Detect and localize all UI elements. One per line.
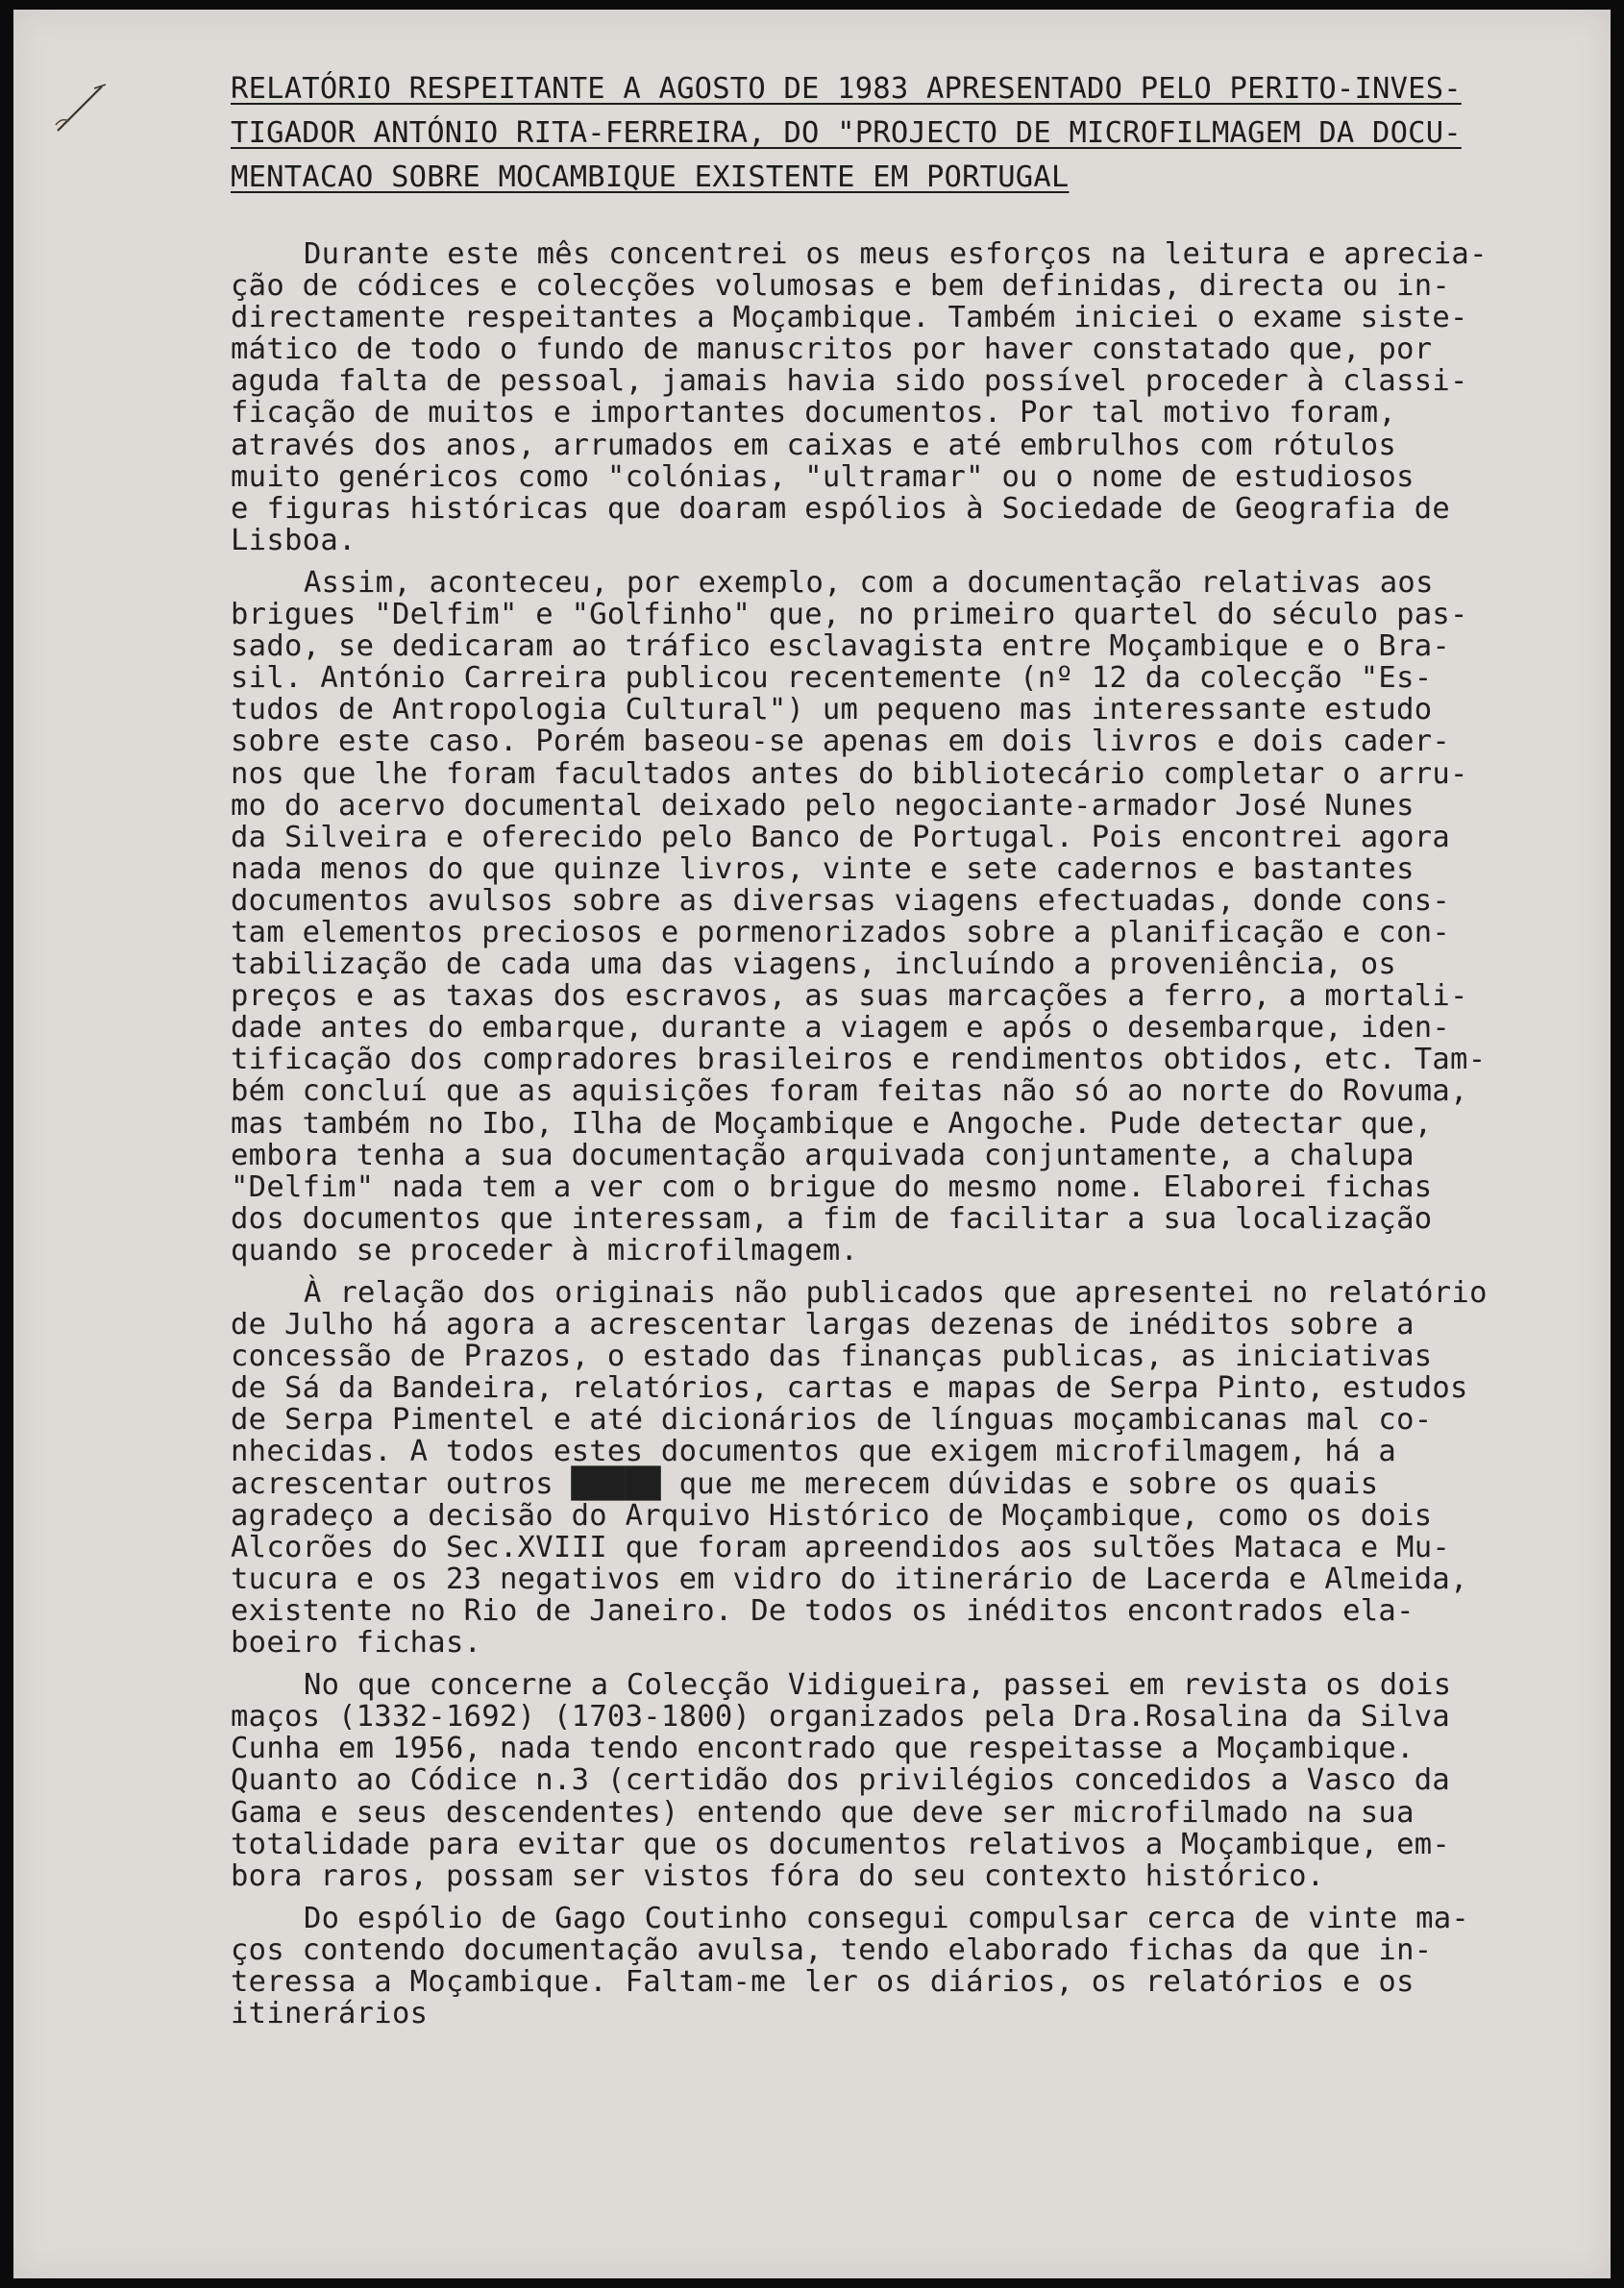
text-line: agradeço a decisão do Arquivo Histórico de Moçambique, como os dois (231, 1498, 1433, 1533)
text-line: sado, se dedicaram ao tráfico esclavagista entre Moçambique e o Bra- (231, 629, 1451, 664)
text-line: Cunha em 1956, nada tendo encontrado que respeitasse a Moçambique. (231, 1732, 1415, 1766)
text-line: directamente respeitantes a Moçambique. Também iniciei o exame siste- (231, 301, 1468, 335)
text-line: de Julho há agora a acrescentar largas dezenas de inéditos sobre a (231, 1308, 1415, 1342)
text-line: preços e as taxas dos escravos, as suas marcações a ferro, a mortali- (231, 979, 1468, 1014)
pencil-mark (52, 79, 110, 136)
text-line: brigues "Delfim" e "Golfinho" que, no primeiro quartel do século pas- (231, 598, 1468, 632)
text-line: de Serpa Pimentel e até dicionários de línguas moçambicanas mal co- (231, 1403, 1433, 1438)
heading-line: MENTACAO SOBRE MOCAMBIQUE EXISTENTE EM PORTUGAL (231, 160, 1070, 194)
text-line: bém concluí que as aquisições foram feitas não só ao norte do Rovuma, (231, 1074, 1468, 1109)
text-line: concessão de Prazos, o estado das finanças publicas, as iniciativas (231, 1340, 1433, 1374)
text-line: ços contendo documentação avulsa, tendo elaborado fichas da que in- (231, 1932, 1433, 1967)
text-line: e figuras históricas que doaram espólios à Sociedade de Geografia de (231, 491, 1451, 526)
heading-line: RELATÓRIO RESPEITANTE A AGOSTO DE 1983 APRESENTADO PELO PERITO-INVES- (231, 72, 1462, 106)
text-line: "Delfim" nada tem a ver com o brigue do mesmo nome. Elaborei fichas (231, 1169, 1433, 1204)
text-line: No que concerne a Colecção Vidigueira, passei em revista os dois (304, 1668, 1452, 1703)
report-heading (231, 67, 1605, 200)
paragraph (231, 1669, 1605, 1892)
text-line: maços (1332-1692) (1703-1800) organizados pela Dra.Rosalina da Silva (231, 1700, 1451, 1734)
text-line: de Sá da Bandeira, relatórios, cartas e mapas de Serpa Pinto, estudos (231, 1371, 1468, 1406)
text-line: ficação de muitos e importantes documentos. Por tal motivo foram, (231, 396, 1397, 431)
text-line: tificação dos compradores brasileiros e rendimentos obtidos, etc. Tam- (231, 1043, 1487, 1077)
text-line: À relação dos originais não publicados que apresentei no relatório (304, 1276, 1488, 1310)
text-line: ção de códices e colecções volumosas e bem definidas, directa ou in- (231, 269, 1451, 304)
text-line: dos documentos que interessam, a fim de facilitar a sua localização (231, 1201, 1433, 1236)
paragraph (231, 238, 1605, 556)
text-line: sobre este caso. Porém baseou-se apenas em dois livros e dois cader- (231, 725, 1451, 759)
text-line: nhecidas. A todos estes documentos que exigem microfilmagem, há a (231, 1435, 1397, 1469)
text-line: Quanto ao Códice n.3 (certidão dos privilégios concedidos a Vasco da (231, 1763, 1451, 1798)
text-line: documentos avulsos sobre as diversas viagens efectuadas, donde cons- (231, 883, 1451, 918)
paragraph (231, 1277, 1605, 1659)
text-line: tam elementos preciosos e pormenorizados sobre a planificação e con- (231, 915, 1451, 949)
text-line: existente no Rio de Janeiro. De todos os inéditos encontrados ela- (231, 1593, 1415, 1628)
text-line: aguda falta de pessoal, jamais havia sido possível proceder à classi- (231, 364, 1468, 399)
text-line: tucura e os 23 negativos em vidro do itinerário de Lacerda e Almeida, (231, 1562, 1468, 1596)
text-line: itinerários (231, 1997, 429, 2031)
text-line: mas também no Ibo, Ilha de Moçambique e Angoche. Pude detectar que, (231, 1106, 1433, 1141)
text-line: mo do acervo documental deixado pelo negociante-armador José Nunes (231, 788, 1415, 823)
text-line: mático de todo o fundo de manuscritos por haver constatado que, por (231, 332, 1433, 367)
report-body (231, 238, 1605, 2040)
paragraph (231, 567, 1605, 1267)
text-line: tudos de Antropologia Cultural") um pequeno mas interessante estudo (231, 693, 1433, 727)
text-line: Gama e seus descendentes) entendo que deve ser microfilmado na sua (231, 1795, 1415, 1830)
text-line: bora raros, possam ser vistos fóra do seu contexto histórico. (231, 1858, 1325, 1893)
text-line: da Silveira e oferecido pelo Banco de Portugal. Pois encontrei agora (231, 820, 1451, 854)
text-line: Assim, aconteceu, por exemplo, com a documentação relativas aos (304, 565, 1434, 600)
text-line: Lisboa. (231, 523, 357, 557)
text-line: tabilização de cada uma das viagens, incluíndo a proveniência, os (231, 947, 1397, 982)
text-line: quando se proceder à microfilmagem. (231, 1233, 859, 1267)
text-line: dade antes do embarque, durante a viagem e após o desembarque, iden- (231, 1011, 1451, 1046)
text-line: sil. António Carreira publicou recentemente (nº 12 da colecção "Es- (231, 661, 1433, 696)
paragraph (231, 1903, 1605, 2030)
heading-line: TIGADOR ANTÓNIO RITA-FERREIRA, DO "PROJECTO DE MICROFILMAGEM DA DOCU- (231, 116, 1462, 150)
text-line: Alcorões do Sec.XVIII que foram apreendidos aos sultões Mataca e Mu- (231, 1530, 1451, 1564)
text-line: Do espólio de Gago Coutinho consegui compulsar cerca de vinte ma- (304, 1901, 1470, 1935)
text-line: nada menos do que quinze livros, vinte e sete cadernos e bastantes (231, 851, 1415, 886)
text-line: acrescentar outros █████ que me merecem dúvidas e sobre os quais (231, 1466, 1379, 1501)
text-line: teressa a Moçambique. Faltam-me ler os diários, os relatórios e os (231, 1964, 1415, 1999)
text-line: Durante este mês concentrei os meus esforços na leitura e aprecia- (304, 237, 1488, 271)
text-line: nos que lhe foram facultados antes do bibliotecário completar o arru- (231, 756, 1468, 791)
document-page (13, 10, 1611, 2278)
text-line: através dos anos, arrumados em caixas e até embrulhos com rótulos (231, 428, 1397, 462)
text-line: totalidade para evitar que os documentos relativos a Moçambique, em- (231, 1827, 1451, 1861)
text-line: boeiro fichas. (231, 1626, 482, 1661)
text-line: embora tenha a sua documentação arquivada conjuntamente, a chalupa (231, 1138, 1415, 1172)
text-line: muito genéricos como "colónias, "ultramar" ou o nome de estudiosos (231, 459, 1415, 494)
